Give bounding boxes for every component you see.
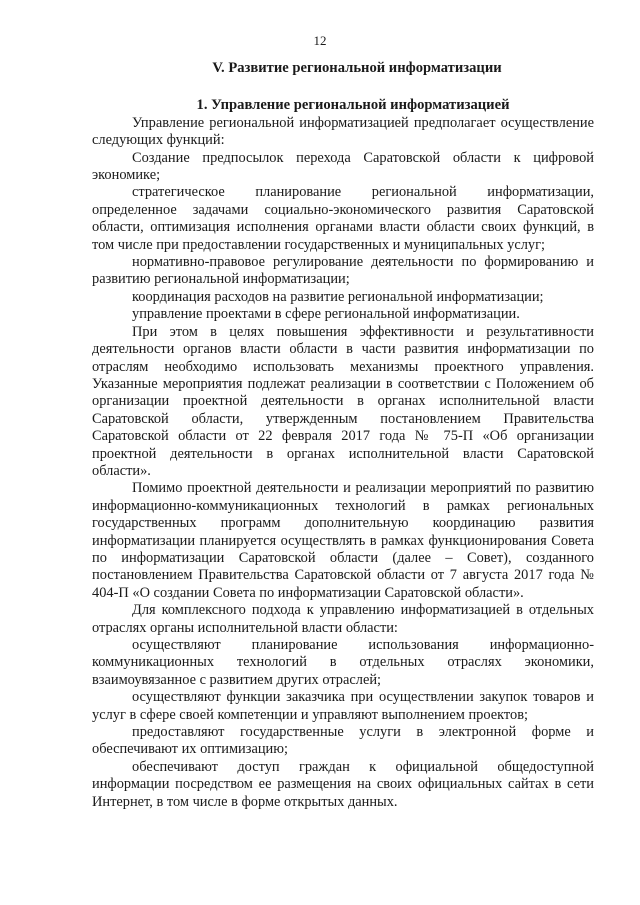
paragraph-duty-planning: осуществляют планирование использования информационно-коммуникационных технологий в отдельных отраслях экономики, взаимоувязанное с развитием других отраслей; bbox=[92, 637, 594, 688]
paragraph-project-approach: При этом в целях повышения эффективности и результативности деятельности органов власти области в части развития информатизации по отраслям необходимо использовать механизмы проектного управления. Указанные мероприятия подлежат реализации в соответствии с Положением об организации проектной деятельности в органах исполнительной власти Саратовской области, утвержденным постановлением Правительства Саратовской области от 22 февраля 2017 года № 75-П «Об организации проектной деятельности в органах исполнительной власти Саратовской области». bbox=[92, 323, 594, 479]
paragraph-intro: Управление региональной информатизацией предполагает осуществление следующих функций: bbox=[92, 114, 594, 149]
document-body bbox=[92, 60, 594, 811]
page-number: 12 bbox=[313, 33, 327, 48]
paragraph-function-regulation: нормативно-правовое регулирование деятельности по формированию и развитию региональной информатизации; bbox=[92, 254, 594, 288]
paragraph-function-strategic-planning: стратегическое планирование региональной информатизации, определенное задачами социально-экономического развития Саратовской области, оптимизация исполнения органами власти области своих функций, в том числе при предоставлении государственных и муниципальных услуг; bbox=[92, 184, 594, 253]
section-title: V. Развитие региональной информатизации bbox=[212, 60, 502, 76]
paragraph-duty-open-data: обеспечивают доступ граждан к официальной общедоступной информации посредством ее размещения на своих официальных сайтах в сети Интернет, в том числе в форме открытых данных. bbox=[92, 758, 594, 810]
paragraph-function-digital-economy: Создание предпосылок перехода Саратовской области к цифровой экономике; bbox=[92, 149, 594, 184]
paragraph-function-project-management: управление проектами в сфере региональной информатизации. bbox=[132, 306, 520, 323]
paragraph-complex-approach: Для комплексного подхода к управлению информатизацией в отдельных отраслях органы исполнительной власти области: bbox=[92, 602, 594, 636]
paragraph-duty-procurement: осуществляют функции заказчика при осуществлении закупок товаров и услуг в сфере своей компетенции и управляют выполнением проектов; bbox=[92, 689, 594, 723]
paragraph-function-cost-coordination: координация расходов на развитие региональной информатизации; bbox=[132, 288, 544, 305]
paragraph-council: Помимо проектной деятельности и реализации мероприятий по развитию информационно-коммуникационных технологий в рамках региональных государственных программ дополнительную координацию развития информатизации планируется осуществлять в рамках функционирования Совета по информатизации Саратовской области (далее – Совет), созданного постановлением Правительства Саратовской области от 7 августа 2017 года № 404-П «О создании Совета по информатизации Саратовской области». bbox=[92, 480, 594, 601]
paragraph-duty-e-services: предоставляют государственные услуги в электронной форме и обеспечивают их оптимизацию; bbox=[92, 724, 594, 758]
subsection-title: 1. Управление региональной информатизацией bbox=[196, 97, 510, 114]
